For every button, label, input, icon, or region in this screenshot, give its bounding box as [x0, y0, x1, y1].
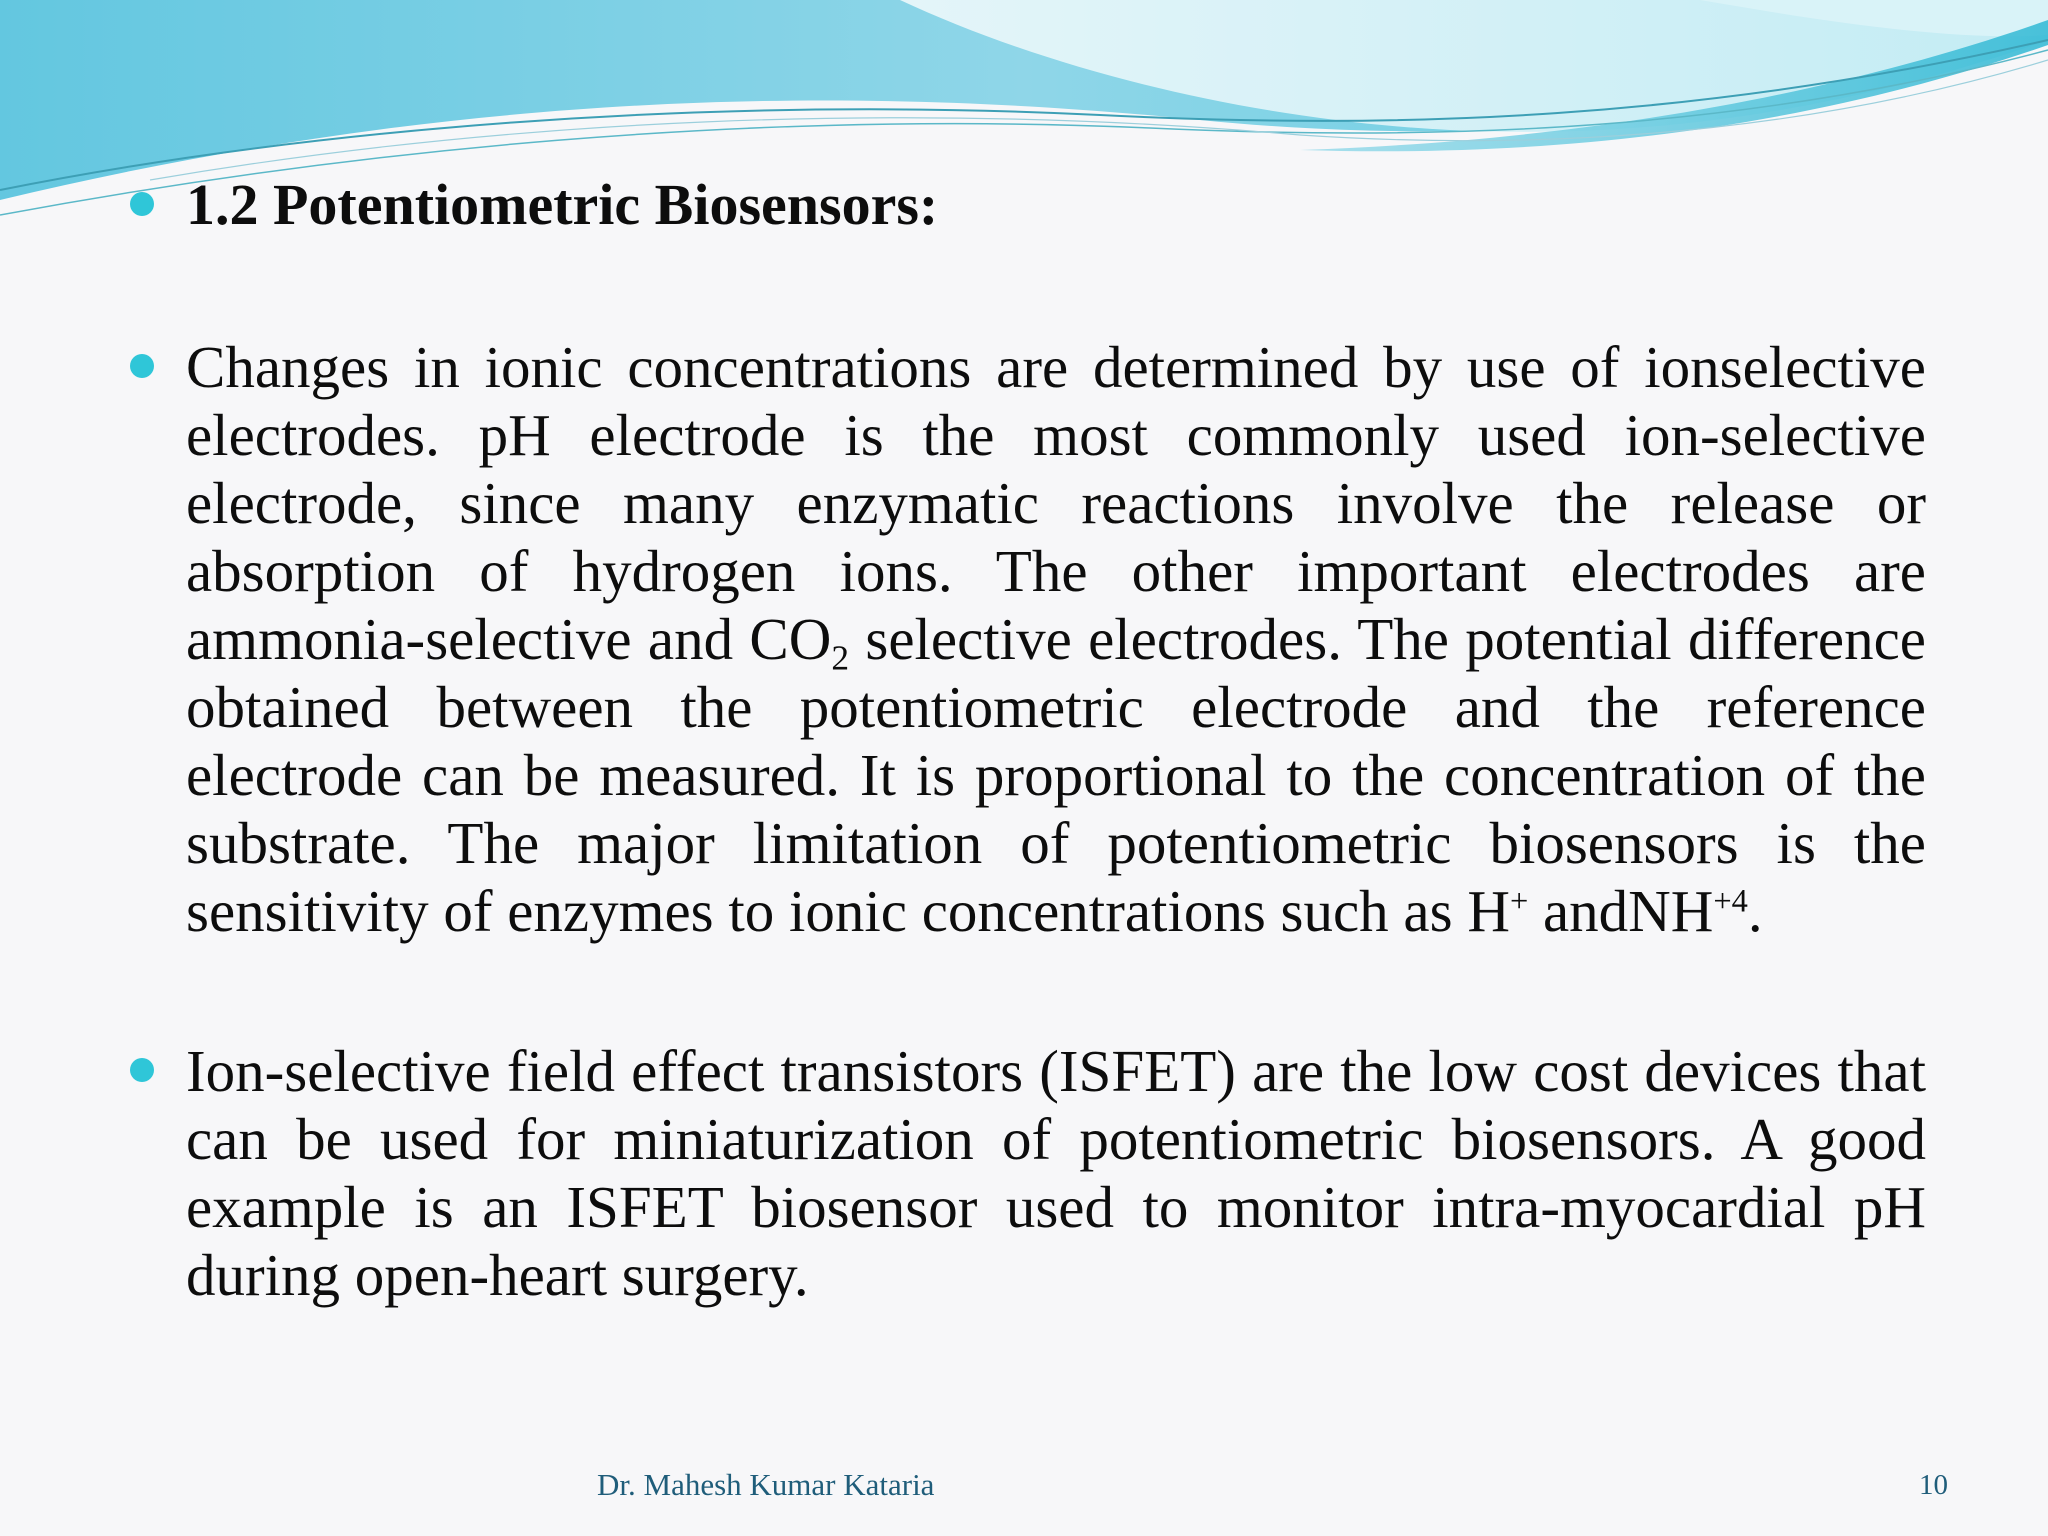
paragraph-text: Ion-selective field effect transistors (ISFET) are the low cost devices that can be used for miniaturization of potentiometric biosensors. A good example is an ISFET biosensor used to monitor intra-myocardial pH during open-heart surgery.	[186, 1038, 1926, 1308]
paragraph-text-part: .	[1747, 878, 1763, 944]
bullet-icon	[130, 1058, 154, 1082]
paragraph-isfet	[130, 1037, 1926, 1309]
superscript: +4	[1713, 883, 1748, 920]
heading-text: 1.2 Potentiometric Biosensors:	[186, 172, 939, 237]
bullet-icon	[130, 192, 154, 216]
superscript: +	[1509, 883, 1529, 920]
paragraph-text-part: andNH	[1528, 878, 1714, 944]
bullet-icon	[130, 354, 154, 378]
slide-heading	[130, 170, 1926, 240]
subscript: 2	[831, 637, 850, 678]
footer-author: Dr. Mahesh Kumar Kataria	[597, 1467, 935, 1502]
slide-number: 10	[1919, 1469, 1948, 1501]
paragraph-potentiometric	[130, 333, 1926, 945]
paragraph-text-part: selective electrodes. The potential difference obtained between the potentiometric electrode and the reference electrode can be measured. It is proportional to the concentration of the substrate. The major limitation of potentiometric biosensors is the sensitivity of enzymes to ionic concentrations such as H	[186, 606, 1926, 944]
paragraph-text-part: Changes in ionic concentrations are determined by use of ionselective electrodes. pH electrode is the most commonly used ion-selective electrode, since many enzymatic reactions involve the release or absorption of hydrogen ions. The other important electrodes are ammonia-selective and CO	[186, 334, 1926, 672]
bullet-list	[130, 170, 1926, 1309]
